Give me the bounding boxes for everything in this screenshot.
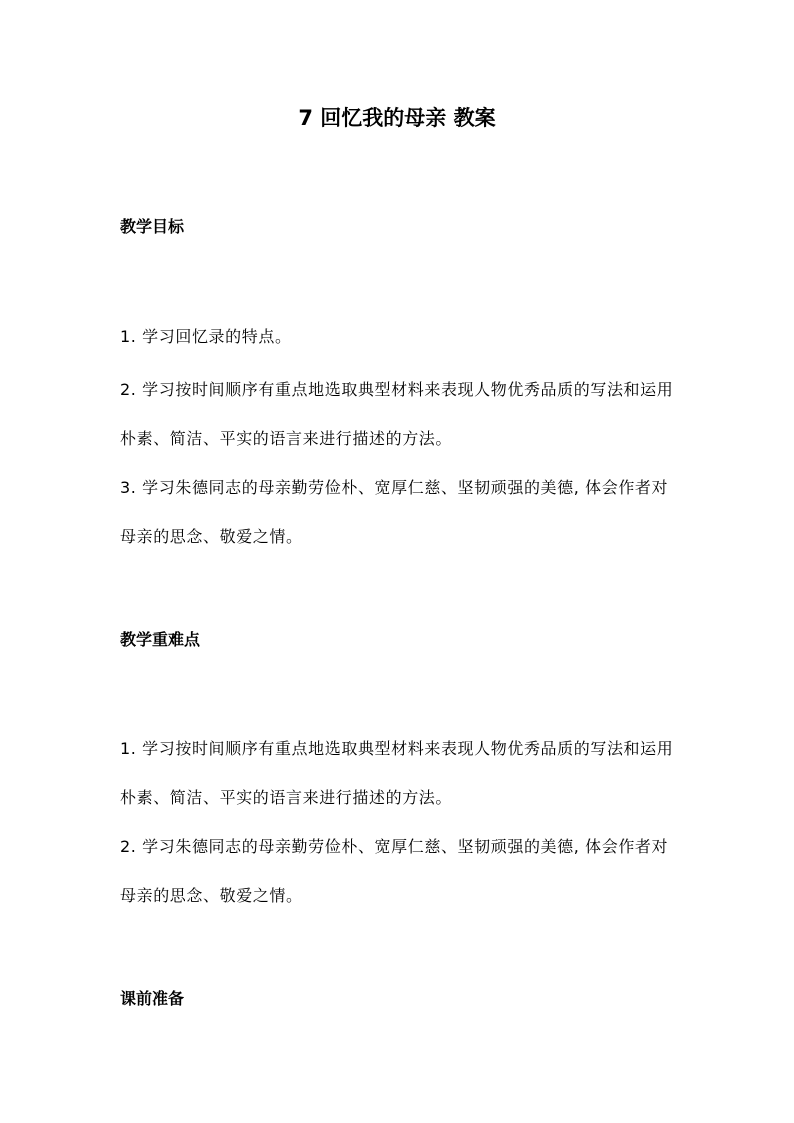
objective-item-3: 3. 学习朱德同志的母亲勤劳俭朴、宽厚仁慈、坚韧顽强的美德, 体会作者对母亲的思念、敬爱之情。	[120, 478, 669, 546]
document-title: 7 回忆我的母亲 教案	[298, 106, 496, 130]
key-point-item-1: 1. 学习按时间顺序有重点地选取典型材料来表现人物优秀品质的写法和运用朴素、简洁、平实的语言来进行描述的方法。	[120, 739, 674, 807]
section-heading-objectives: 教学目标	[120, 217, 185, 236]
objective-item-1: 1. 学习回忆录的特点。	[120, 327, 292, 346]
section-heading-preparation: 课前准备	[120, 989, 185, 1008]
section-heading-key-points: 教学重难点	[120, 630, 201, 649]
key-point-item-2: 2. 学习朱德同志的母亲勤劳俭朴、宽厚仁慈、坚韧顽强的美德, 体会作者对母亲的思念、敬爱之情。	[120, 837, 669, 905]
objective-item-2: 2. 学习按时间顺序有重点地选取典型材料来表现人物优秀品质的写法和运用朴素、简洁、平实的语言来进行描述的方法。	[120, 380, 674, 448]
